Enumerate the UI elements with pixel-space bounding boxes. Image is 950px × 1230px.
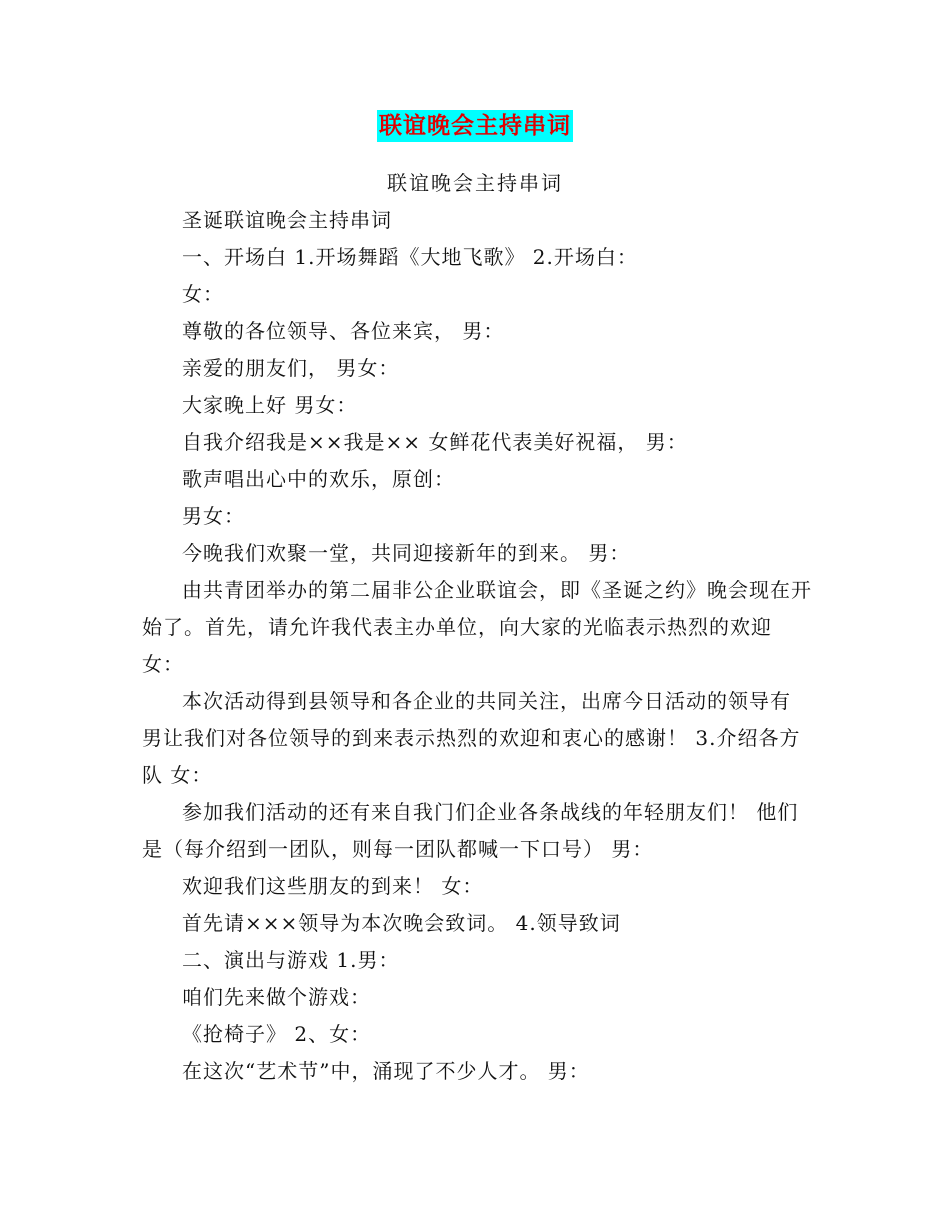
paragraph: 二、演出与游戏 1.男： [182, 948, 400, 972]
title-wrap [0, 110, 950, 142]
paragraph: 大家晚上好 男女： [182, 393, 358, 417]
paragraph: 一、开场白 1.开场舞蹈《大地飞歌》 2.开场白： [182, 245, 638, 269]
paragraph: 亲爱的朋友们， 男女： [182, 356, 400, 380]
paragraph: 圣诞联谊晚会主持串词 [182, 208, 392, 232]
paragraph: 尊敬的各位领导、各位来宾， 男： [182, 319, 505, 343]
paragraph: 在这次“艺术节”中，涌现了不少人才。 男： [182, 1059, 590, 1083]
paragraph: 男女： [182, 504, 245, 528]
paragraph: 由共青团举办的第二届非公企业联谊会，即《圣诞之约》晚会现在开始了。首先，请允许我代表主办单位，向大家的光临表示热烈的欢迎 女： [142, 578, 812, 676]
paragraph: 本次活动得到县领导和各企业的共同关注，出席今日活动的领导有 男让我们对各位领导的到来表示热烈的欢迎和衷心的感谢！ 3.介绍各方队 女： [142, 689, 801, 787]
paragraph: 欢迎我们这些朋友的到来！ 女： [182, 874, 484, 898]
paragraph: 歌声唱出心中的欢乐，原创： [182, 467, 455, 491]
document-title: 联谊晚会主持串词 [377, 110, 573, 142]
document-body [142, 202, 812, 1090]
document-subtitle: 联谊晚会主持串词 [387, 171, 563, 195]
paragraph: 自我介绍我是××我是×× 女鲜花代表美好祝福， 男： [182, 430, 688, 454]
paragraph: 首先请×××领导为本次晚会致词。 4.领导致词 [182, 911, 621, 935]
paragraph: 咱们先来做个游戏： [182, 985, 371, 1009]
paragraph: 《抢椅子》 2、女： [182, 1022, 372, 1046]
paragraph: 参加我们活动的还有来自我门们企业各条战线的年轻朋友们！ 他们是（每介绍到一团队，则每一团队都喊一下口号） 男： [142, 800, 799, 861]
paragraph: 今晚我们欢聚一堂，共同迎接新年的到来。 男： [182, 541, 631, 565]
paragraph: 女： [182, 282, 224, 306]
